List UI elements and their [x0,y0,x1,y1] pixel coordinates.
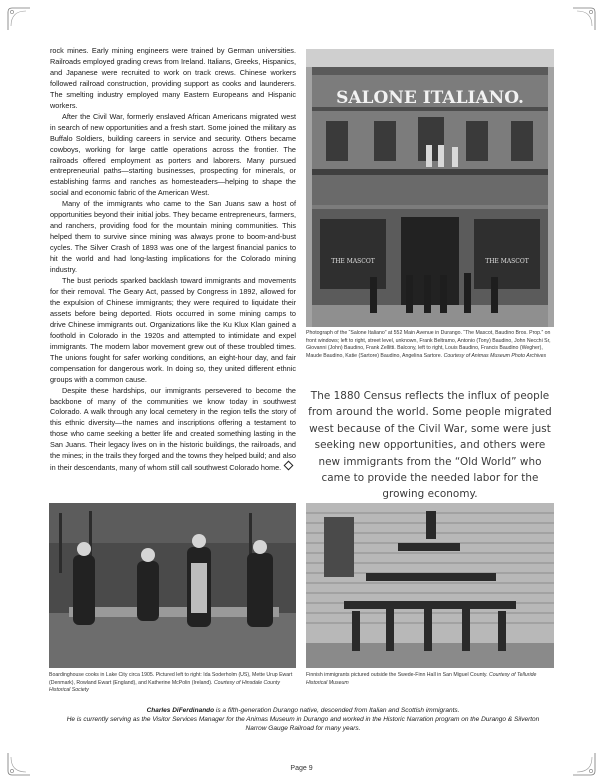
author-bio [60,706,546,734]
caption-credit: Courtesy of Animas Museum Photo Archives [443,352,547,359]
article-paragraph: Many of the immigrants who came to the San Juans saw a host of opportunities beyond their initial jobs. They became entrepreneurs, farmers, and ranchers, providing food for the mountain mining communities. This helped them to survive since mining was always prone to boom-and-bust cycles. The Silver Crash of 1893 was one of the largest financial panics to hit the world and had long-lasting implications for the Colorado mining industry. [50,199,296,275]
mascot-window-sign-left: THE MASCOT [331,258,375,265]
author-name: Charles DiFerdinando [146,707,215,714]
author-bio-line2: He is currently serving as the Visitor Services Manager for the Animas Museum in Durango and worked in the Historic Narration program on the Durango & Silverton Narrow Gauge Railroad for many years. [66,716,540,733]
article-body [50,46,296,474]
finnish-photo-caption [306,672,554,687]
boardinghouse-photo-caption [49,672,296,695]
article-paragraph-last [50,386,296,475]
caption-text: Photograph of the “Salone Italiano” at 552 Main Avenue in Durango. “The Mascot, Baudino Bros. Prop.” on front windows; left to right, street level, unknown, Frank Beltramo, Antonio (Tony) Baudino, John Necchi Sr, Giovanni (John) Baudino, Frank Zellitti. Balcony, left to right, Louis Baudino, Francis Baudino (Wegher), Maude Baudino, Katie (Sartore) Baudino, Angelina Sartore. [306,330,551,359]
author-bio-line1: is a fifth-generation Durango native, descended from Italian and Scottish immigrants. [214,707,460,714]
article-paragraph: rock mines. Early mining engineers were trained by German universities. Railroads employed grading crews from Ireland. Italians, Greeks, Hispanics, and Japanese were recruited to work on track crews. Chinese workers followed railroad construction, providing support as cooks and launderers. The smelting industry employed many Eastern Europeans and Hispanic workers. [50,46,296,110]
mascot-window-sign-right: THE MASCOT [485,258,529,265]
corner-ornament-bottom-right [571,751,597,777]
corner-ornament-top-left [6,6,32,32]
boardinghouse-cooks-photo [49,503,296,668]
corner-ornament-bottom-left [6,751,32,777]
article-paragraph: After the Civil War, formerly enslaved African Americans migrated west in search of new opportunities and a fresh start. Some joined the military as Buffalo Soldiers, building careers in service and security. Others became cowboys, working for large cattle operations across the frontier. The railroads offered employment as porters and laborers. Many pursued entrepreneurial paths—starting businesses, prospecting for minerals, or establishing farms and ranches as homesteaders—helping to shape the social and economic fabric of the American West. [50,111,296,198]
caption-text: Finnish immigrants pictured outside the Swede-Finn Hall in San Miguel County. [306,672,488,678]
finnish-immigrants-photo [306,503,554,668]
end-of-article-icon [284,461,294,471]
page-number: Page 9 [290,765,313,772]
caption-credit: Courtesy of Hinsdale County Historical Society [49,679,280,694]
caption-text: Boardinghouse cooks in Lake City circa 1905. Pictured left to right: Ida Soderholm (US), Mette Urup Ewart (Denmark), Rowland Ewart (England), and Katherine McPolin (Ireland). [49,672,293,686]
salone-italiano-photo [306,49,554,327]
article-paragraph-text: Despite these hardships, our immigrants persevered to become the backbone of many of the communities we know today in southwest Colorado. A walk through any local cemetery in the region tells the story of this ethnic diversity—the names and inscriptions offering a testament to those who came seeking a better life and created something lasting in the San Juans. Their legacy lives on in the historic buildings, the railroads, and the mines; in the trails they forged and the towns they helped build; and also in their descendants, many of whom still call southwest Colorado home. [50,385,296,473]
corner-ornament-top-right [571,6,597,32]
article-paragraph: The bust periods sparked backlash toward immigrants and movements for their removal. The Geary Act, passed by Congress in 1892, allowed for the expulsion of Chinese immigrants; they were required to liquidate their assets before being deported. Riots occurred in some mining camps to drive Chinese immigrants out. Organizations like the Ku Klux Klan gained a foothold in Colorado in the 1920s and attempted to intimidate and expel immigrants. The modern labor movement grew out of these troubled times. The unions fought for safer working conditions, an eight-hour day, and fair compensation for dangerous work. In doing so, they united different ethnic groups with a common cause. [50,276,296,384]
caption-credit: Courtesy of Telluride Historical Museum [306,672,537,686]
pull-quote: The 1880 Census reflects the influx of people from around the world. Some people migrated west because of the Civil War, some were just seeking new opportunities, and others were new immigrants from the “Old World” who came to provide the needed labor for the growing economy. [308,390,552,501]
salone-photo-caption [306,330,555,360]
salone-sign-text: SALONE ITALIANO. [336,88,524,108]
